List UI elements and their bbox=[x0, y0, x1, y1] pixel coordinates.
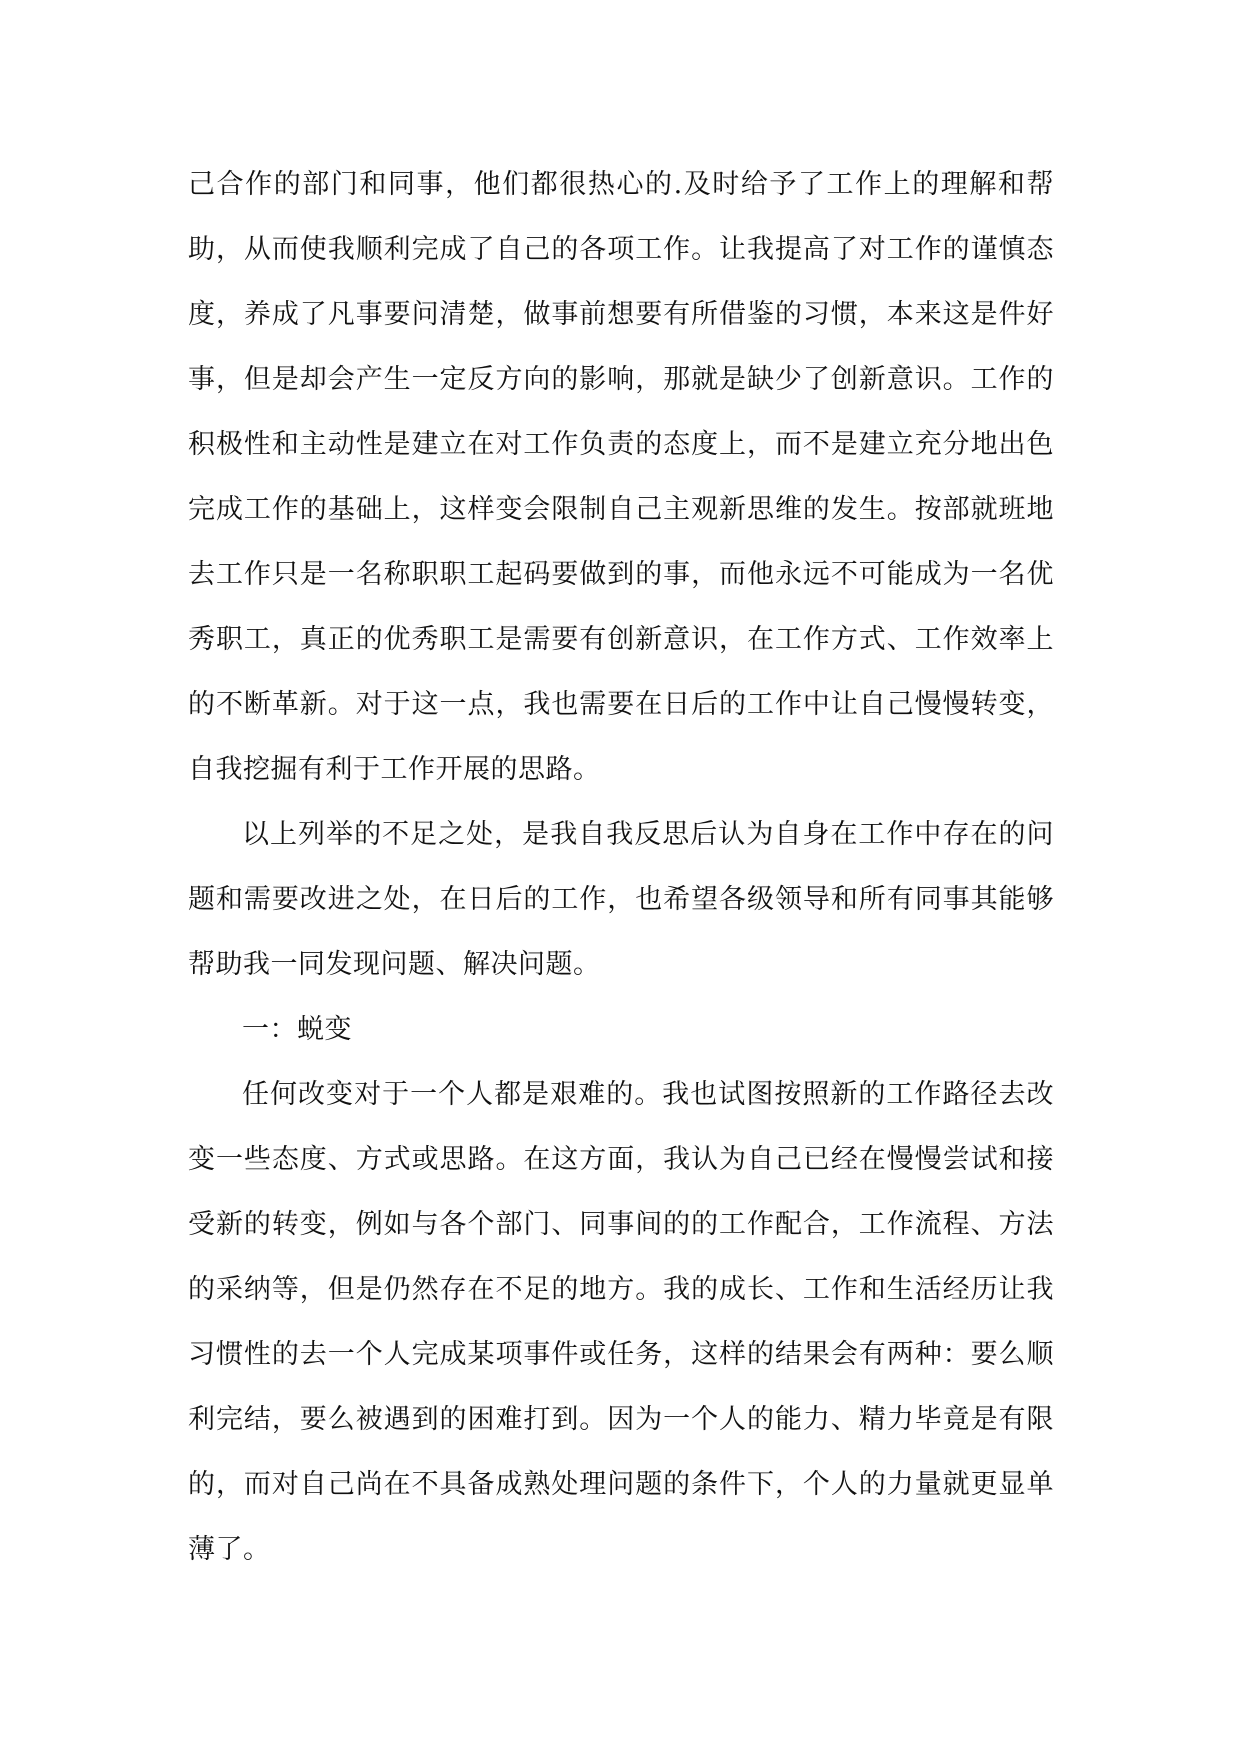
body-paragraph-2: 以上列举的不足之处，是我自我反思后认为自身在工作中存在的问题和需要改进之处，在日后的工作，也希望各级领导和所有同事其能够帮助我一同发现问题、解决问题。 bbox=[188, 819, 1054, 980]
body-paragraph-3: 任何改变对于一个人都是艰难的。我也试图按照新的工作路径去改变一些态度、方式或思路。在这方面，我认为自己已经在慢慢尝试和接受新的转变，例如与各个部门、同事间的的工作配合，工作流程、方法的采纳等，但是仍然存在不足的地方。我的成长、工作和生活经历让我习惯性的去一个人完成某项事件或任务，这样的结果会有两种：要么顺利完结，要么被遇到的困难打到。因为一个人的能力、精力毕竟是有限的，而对自己尚在不具备成熟处理问题的条件下，个人的力量就更显单薄了。 bbox=[188, 1079, 1054, 1565]
section-heading: 一：蜕变 bbox=[242, 1014, 352, 1045]
document-page bbox=[188, 152, 1054, 1582]
body-paragraph-1: 己合作的部门和同事，他们都很热心的.及时给予了工作上的理解和帮助，从而使我顺利完成了自己的各项工作。让我提高了对工作的谨慎态度，养成了凡事要问清楚，做事前想要有所借鉴的习惯，本来这是件好事，但是却会产生一定反方向的影响，那就是缺少了创新意识。工作的积极性和主动性是建立在对工作负责的态度上，而不是建立充分地出色完成工作的基础上，这样变会限制自己主观新思维的发生。按部就班地去工作只是一名称职职工起码要做到的事，而他永远不可能成为一名优秀职工，真正的优秀职工是需要有创新意识，在工作方式、工作效率上的不断革新。对于这一点，我也需要在日后的工作中让自己慢慢转变，自我挖掘有利于工作开展的思路。 bbox=[188, 169, 1054, 785]
